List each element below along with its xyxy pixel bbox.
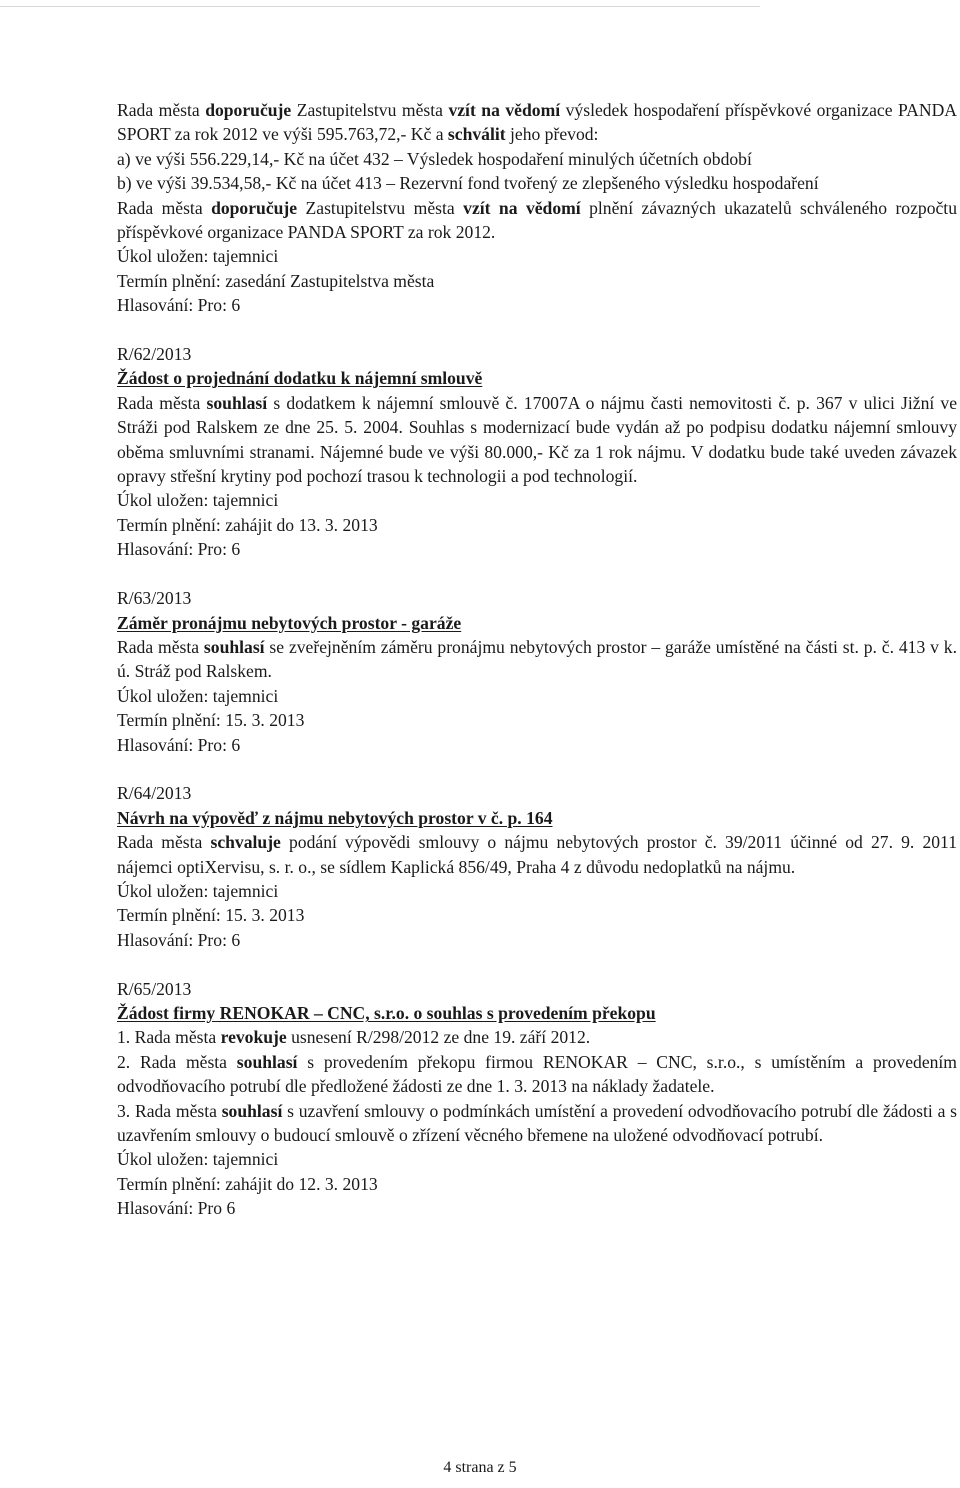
page-number: 4 strana z 5 [443,1459,517,1476]
bold-text: souhlasí [221,1100,283,1121]
resolution-title: Žádost firmy RENOKAR – CNC, s.r.o. o souhlas s provedením překopu [117,1002,656,1023]
vote: Hlasování: Pro 6 [117,1198,236,1219]
bold-text: schvaluje [210,832,281,853]
resolution-number: R/64/2013 [117,783,192,804]
bold-text: vzít na vědomí [463,197,581,218]
deadline: Termín plnění: 15. 3. 2013 [117,905,305,926]
task-assigned: Úkol uložen: tajemnici [117,490,279,511]
text: 1. Rada města [117,1027,221,1048]
top-rule [0,6,760,7]
item-b: b) ve výši 39.534,58,- Kč na účet 413 – Rezervní fond tvořený ze zlepšeného výsledku hospodaření [117,173,819,194]
task-assigned: Úkol uložen: tajemnici [117,685,279,706]
resolution-title: Žádost o projednání dodatku k nájemní smlouvě [117,368,483,389]
resolution-number: R/65/2013 [117,978,192,999]
bold-text: souhlasí [206,392,268,413]
document-body [117,98,957,1221]
bold-text: schválit [447,124,506,145]
resolution-number: R/62/2013 [117,344,192,365]
deadline: Termín plnění: zahájit do 12. 3. 2013 [117,1173,378,1194]
bold-text: revokuje [220,1027,287,1048]
vote: Hlasování: Pro: 6 [117,734,241,755]
text: 3. Rada města [117,1100,222,1121]
text: výsledek hospodaření příspěvkové organizace PANDA SPORT za rok 2012 ve výši 595.763,72,- Kč a [117,100,958,145]
spacer [117,757,957,781]
text: jeho převod: [505,124,599,145]
text: Rada města [117,100,206,120]
text: se zveřejněním záměru pronájmu nebytových prostor – garáže umístěné na části st. p. č. 413 v k. ú. Stráž pod Ralskem. [117,636,957,682]
deadline: Termín plnění: 15. 3. 2013 [117,710,305,731]
resolution-title: Záměr pronájmu nebytových prostor - garáže [117,612,462,633]
resolution-text [117,830,957,879]
text: s dodatkem k nájemní smlouvě č. 17007A o nájmu časti nemovitosti č. p. 367 v ulici Jižní ve Stráži pod Ralskem ze dne 25. 5. 2004. Souhlas s modernizací bude vydán až po podpisu dodatku nájemní smlouvy oběma smluvními stranami. Nájemné bude ve výši 80.000,- Kč za 1 rok nájmu. V dodatku bude také uveden závazek opravy střešní krytiny pod pochozí trasou k technologii a pod technologií. [117,392,958,487]
text: Zastupitelstvu města [297,197,464,218]
text: Rada města [117,636,204,657]
text: Zastupitelstvu města [291,100,449,120]
resolution-item-3 [117,1099,957,1148]
text: Rada města [117,197,212,218]
resolution-number: R/63/2013 [117,588,192,609]
paragraph-panda-budget [117,196,957,245]
bold-text: doporučuje [211,197,298,218]
text: plnění závazných ukazatelů schváleného rozpočtu příspěvkové organizace PANDA SPORT za rok 2012. [117,197,957,243]
bold-text: souhlasí [236,1051,298,1072]
text: s uzavření smlouvy o podmínkách umístění a provedení odvodňovacího potrubí dle žádosti a s uzavřením smlouvy o budoucí smlouvě o zřízení věcného břemene na uložené odvodňovací potrubí. [117,1100,957,1145]
task-assigned: Úkol uložen: tajemnici [117,1149,279,1170]
vote: Hlasování: Pro: 6 [117,539,241,560]
task-assigned: Úkol uložen: tajemnici [117,246,279,267]
task-assigned: Úkol uložen: tajemnici [117,880,279,901]
vote: Hlasování: Pro: 6 [117,929,241,950]
spacer [117,562,957,586]
text: usnesení R/298/2012 ze dne 19. září 2012. [286,1027,591,1048]
spacer [117,952,957,976]
text: s provedením překopu firmou RENOKAR – CNC, s.r.o., s umístěním a provedením odvodňovacího potrubí dle předložené žádosti ze dne 1. 3. 2013 na náklady žadatele. [117,1051,957,1097]
resolution-text [117,391,957,489]
deadline: Termín plnění: zasedání Zastupitelstva města [117,270,435,291]
bold-text: souhlasí [203,636,265,657]
resolution-text [117,635,957,684]
deadline: Termín plnění: zahájit do 13. 3. 2013 [117,514,378,535]
vote: Hlasování: Pro: 6 [117,295,241,316]
text: 2. Rada města [117,1051,237,1072]
resolution-item-2 [117,1050,957,1099]
text: Rada města [117,832,211,853]
bold-text: vzít na vědomí [448,100,561,120]
resolution-item-1 [117,1025,957,1049]
bold-text: doporučuje [205,100,292,120]
text: Rada města [117,392,207,413]
spacer [117,318,957,342]
text: podání výpovědi smlouvy o nájmu nebytových prostor č. 39/2011 účinné od 27. 9. 2011 nájemci optiXervisu, s. r. o., se sídlem Kaplická 856/49, Praha 4 z důvodu nedoplatků na nájmu. [117,832,958,877]
item-a: a) ve výši 556.229,14,- Kč na účet 432 – Výsledek hospodaření minulých účetních období [117,148,752,169]
paragraph-panda-result [117,98,957,147]
resolution-title: Návrh na výpověď z nájmu nebytových prostor v č. p. 164 [117,807,553,828]
